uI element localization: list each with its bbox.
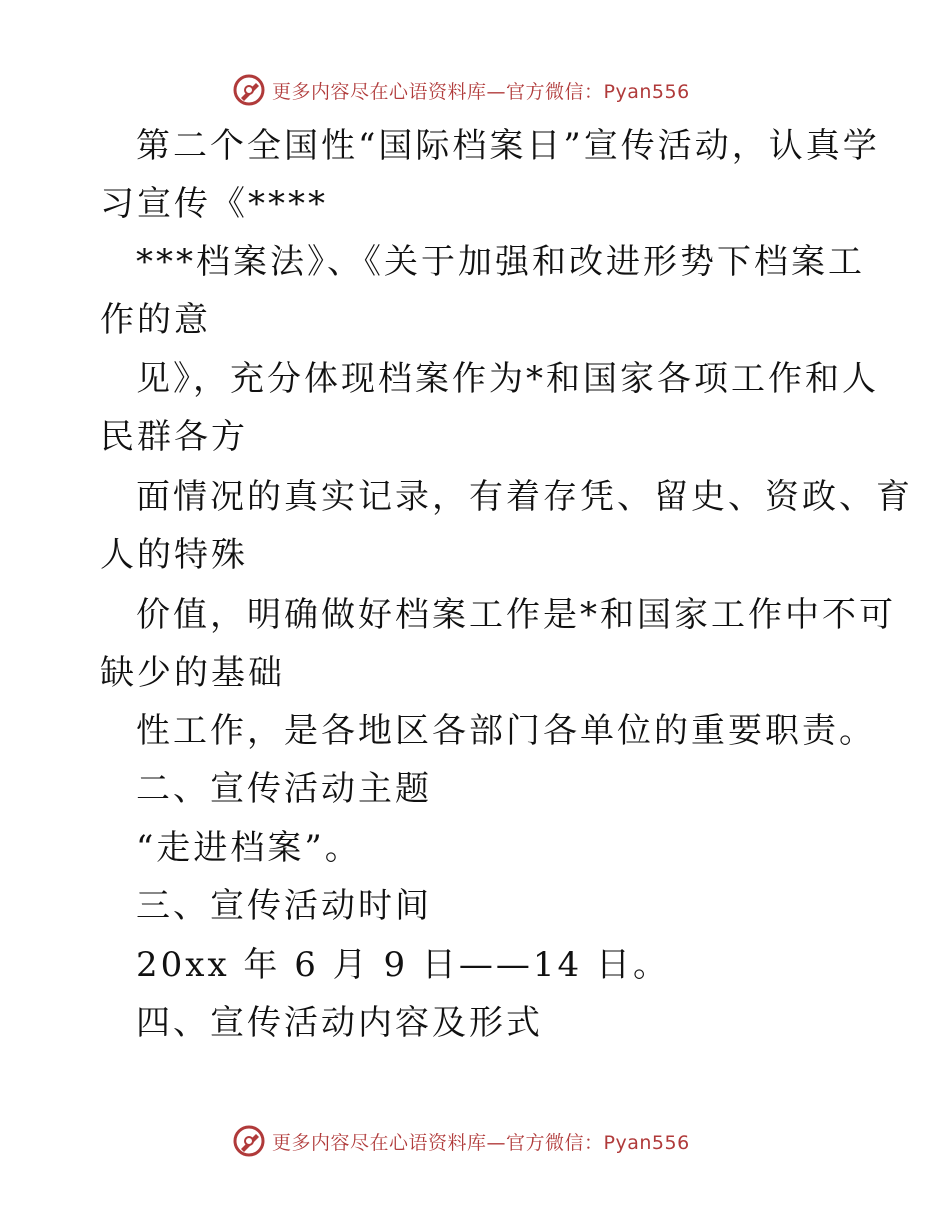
paragraph-line: 价值，明确做好档案工作是*和国家工作中不可 <box>136 595 896 635</box>
pen-seal-logo-icon <box>232 1124 266 1158</box>
paragraph-line: “走进档案”。 <box>136 828 362 868</box>
watermark-text: 更多内容尽在心语资料库—官方微信：Pyan556 <box>272 80 690 103</box>
watermark-text: 更多内容尽在心语资料库—官方微信：Pyan556 <box>272 1131 690 1154</box>
section-heading: 二、宣传活动主题 <box>136 769 432 809</box>
section-heading: 三、宣传活动时间 <box>136 886 432 926</box>
paragraph-line: 第二个全国性“国际档案日”宣传活动，认真学 <box>136 126 880 166</box>
paragraph-line: 人的特殊 <box>100 535 248 575</box>
pen-seal-logo-icon <box>232 73 266 107</box>
paragraph-line: 缺少的基础 <box>100 653 285 693</box>
paragraph-line: 性工作，是各地区各部门各单位的重要职责。 <box>136 711 876 751</box>
paragraph-line: 民群各方 <box>100 417 248 457</box>
section-heading: 四、宣传活动内容及形式 <box>136 1003 543 1043</box>
footer-watermark <box>232 1121 690 1161</box>
paragraph-line: 20xx 年 6 月 9 日——14 日。 <box>136 945 670 985</box>
paragraph-line: 面情况的真实记录，有着存凭、留史、资政、育 <box>136 477 913 517</box>
paragraph-line: ***档案法》、《关于加强和改进形势下档案工 <box>136 242 865 282</box>
paragraph-line: 习宣传《**** <box>100 184 328 224</box>
paragraph-line: 见》，充分体现档案作为*和国家各项工作和人 <box>136 359 879 399</box>
paragraph-line: 作的意 <box>100 300 211 340</box>
header-watermark <box>232 70 690 110</box>
